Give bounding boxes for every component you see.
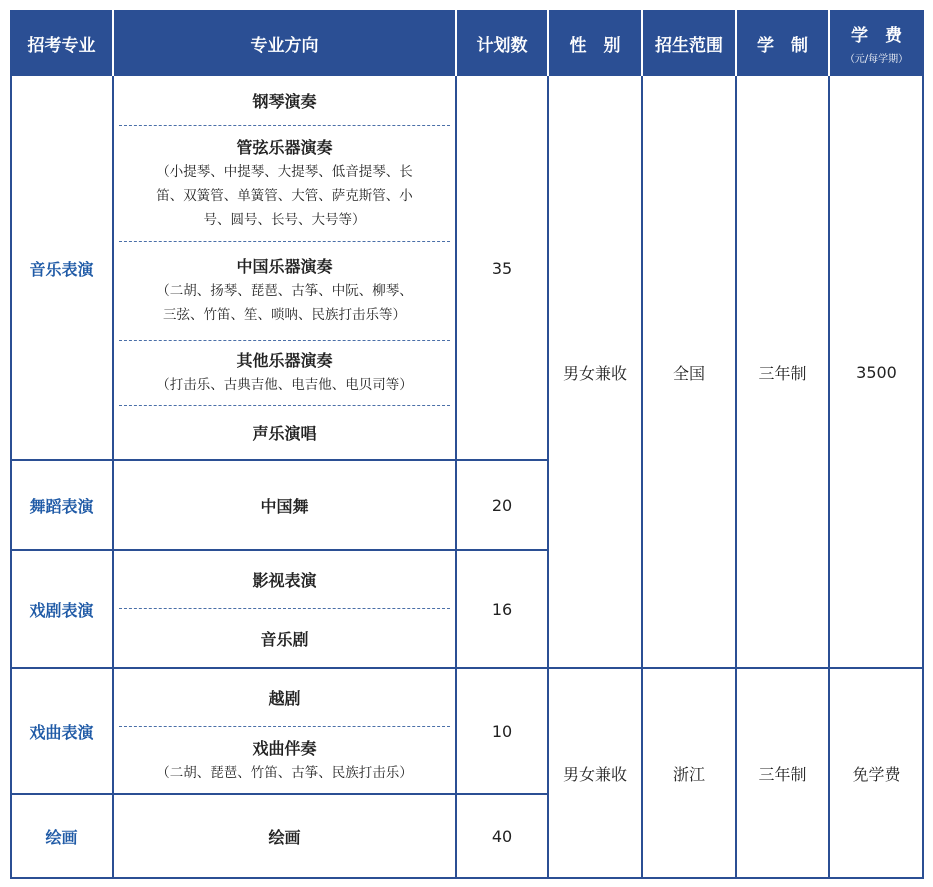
grid-line (922, 76, 924, 879)
header-plan: 计划数 (456, 10, 548, 76)
major-painting: 绘画 (45, 828, 78, 847)
grid-line (10, 549, 548, 551)
header-fee-label: 学 费 (851, 26, 902, 46)
header-divider (112, 10, 114, 76)
direction-chinese (113, 241, 456, 340)
direction-opera-acc-detail: （二胡、琵琶、竹笛、古筝、民族打击乐） (156, 764, 413, 781)
direction-chinese-detail-line: 三弦、竹笛、笙、唢呐、民族打击乐等） (163, 307, 406, 323)
dashed-divider (119, 608, 450, 609)
grid-line (10, 76, 12, 879)
group1-system: 三年制 (758, 363, 807, 383)
dashed-divider (119, 405, 450, 406)
group1-gender: 男女兼收 (562, 363, 627, 383)
grid-line (828, 76, 830, 879)
direction-painting: 绘画 (268, 828, 301, 847)
plan-opera: 10 (491, 721, 513, 741)
plan-drama: 16 (491, 599, 513, 619)
direction-opera-acc-name: 戏曲伴奏 (252, 738, 317, 758)
dashed-divider (119, 241, 450, 242)
direction-yue: 越剧 (268, 688, 301, 708)
header-divider (455, 10, 457, 76)
direction-other-detail: （打击乐、古典吉他、电吉他、电贝司等） (156, 377, 413, 393)
direction-wind-name: 管弦乐器演奏 (236, 137, 333, 157)
group2-range: 浙江 (672, 765, 705, 784)
direction-wind-detail (156, 160, 413, 232)
direction-wind (113, 125, 456, 241)
header-range: 招生范围 (642, 10, 736, 76)
grid-line (10, 877, 924, 879)
header-fee (829, 10, 924, 76)
major-music: 音乐表演 (29, 259, 94, 279)
group2-fee: 免学费 (852, 765, 901, 784)
grid-line (547, 76, 549, 879)
dashed-divider (119, 125, 450, 126)
grid-line (10, 667, 924, 669)
direction-film: 影视表演 (252, 570, 317, 590)
direction-wind-detail-line: 号、圆号、长号、大号等） (203, 211, 366, 228)
group2-system: 三年制 (758, 765, 807, 784)
direction-chinese-detail (156, 279, 413, 327)
major-drama: 戏剧表演 (29, 600, 94, 620)
header-direction: 专业方向 (113, 10, 456, 76)
dashed-divider (119, 340, 450, 341)
grid-line (735, 76, 737, 879)
major-opera: 戏曲表演 (29, 722, 94, 742)
major-dance: 舞蹈表演 (29, 496, 94, 516)
plan-music: 35 (491, 258, 513, 278)
direction-chinese-dance: 中国舞 (260, 496, 309, 516)
header-divider (547, 10, 549, 76)
direction-musical: 音乐剧 (260, 629, 309, 649)
dashed-divider (119, 726, 450, 727)
direction-chinese-name: 中国乐器演奏 (236, 257, 333, 276)
direction-other (113, 340, 456, 405)
direction-chinese-detail-line: （二胡、扬琴、琵琶、古筝、中阮、柳琴、 (156, 283, 413, 299)
grid-line (641, 76, 643, 879)
admission-table (10, 10, 924, 879)
direction-opera-acc (113, 726, 456, 794)
direction-wind-detail-line: 笛、双簧管、单簧管、大管、萨克斯管、小 (156, 187, 413, 204)
direction-vocal: 声乐演唱 (252, 424, 317, 443)
header-major: 招考专业 (10, 10, 113, 76)
grid-line (455, 76, 457, 879)
group1-range: 全国 (672, 363, 705, 383)
plan-dance: 20 (491, 495, 513, 515)
direction-wind-detail-line: （小提琴、中提琴、大提琴、低音提琴、长 (156, 163, 413, 180)
direction-other-name: 其他乐器演奏 (236, 351, 333, 370)
group1-fee: 3500 (856, 362, 897, 382)
header-divider (735, 10, 737, 76)
grid-line (10, 793, 548, 795)
direction-piano: 钢琴演奏 (252, 92, 317, 111)
grid-line (10, 459, 548, 461)
header-divider (828, 10, 830, 76)
group2-gender: 男女兼收 (562, 765, 627, 784)
header-gender: 性 别 (548, 10, 642, 76)
header-fee-unit: （元/每学期） (844, 54, 909, 65)
grid-line (112, 76, 114, 879)
header-divider (641, 10, 643, 76)
plan-painting: 40 (491, 827, 513, 846)
header-system: 学 制 (736, 10, 829, 76)
